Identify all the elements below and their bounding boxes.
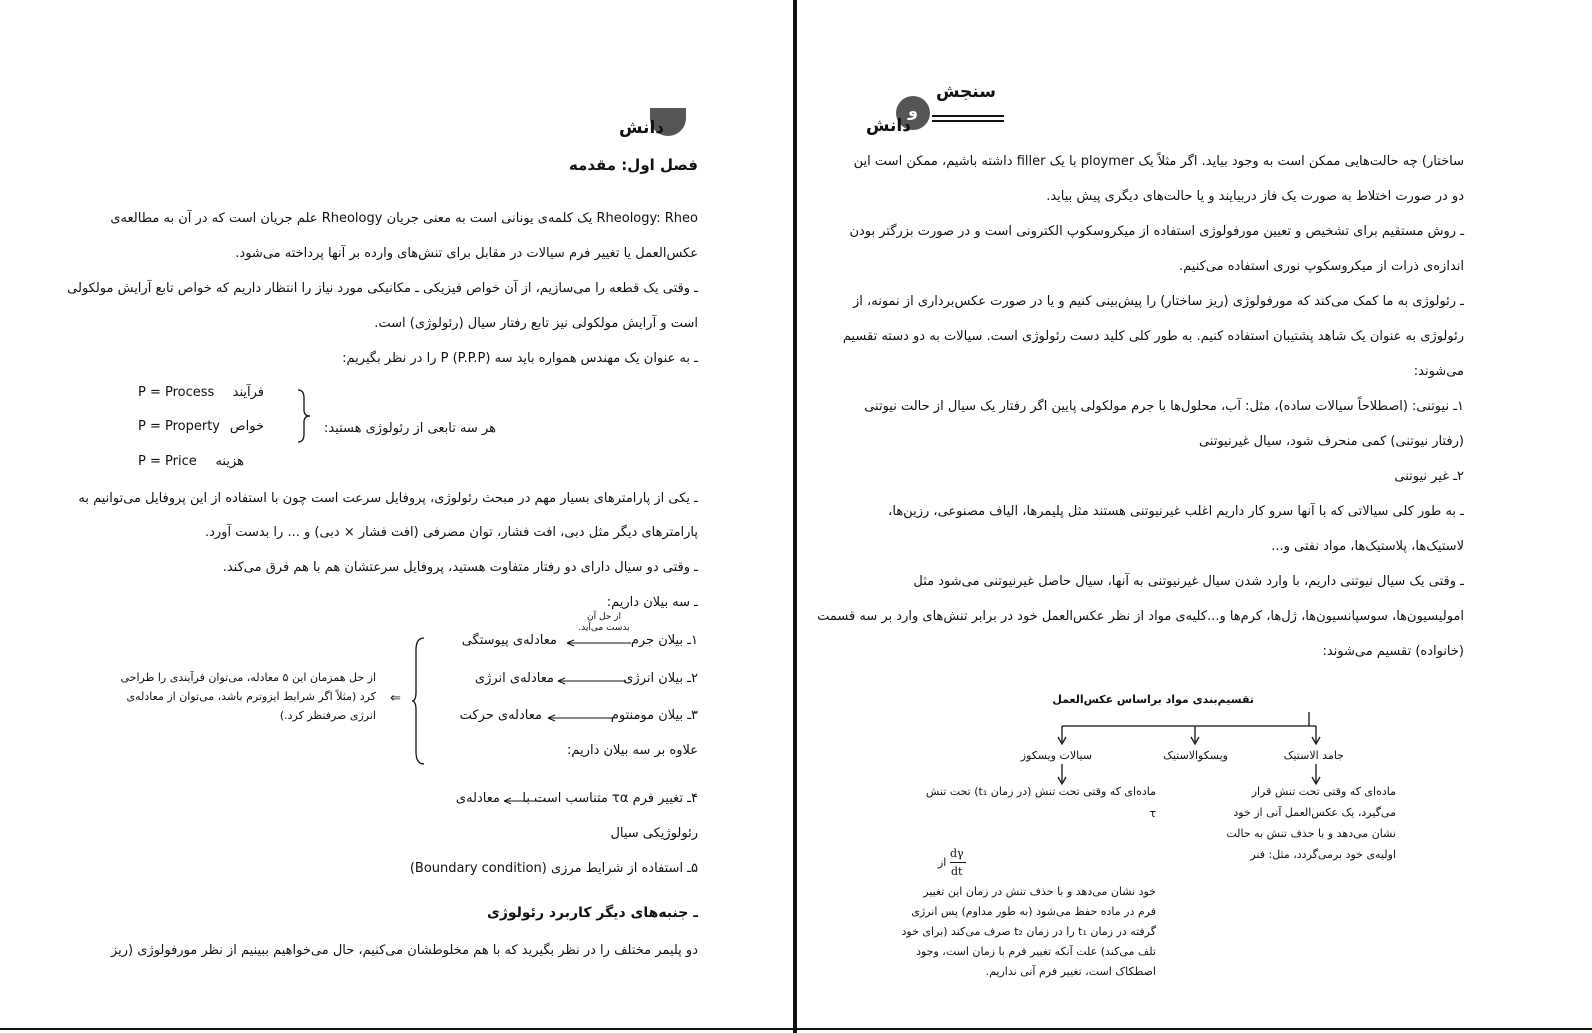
arrow-left-icon xyxy=(556,678,626,684)
solid-description: اولیه‌ی خود برمی‌گردد، مثل: فنر xyxy=(1250,848,1396,861)
ppp-process-fa: فرآیند xyxy=(232,385,264,400)
paragraph-line: دو در صورت اختلاط به صورت یک فاز دربیایند و یا حالت‌های دیگری پیش بیاید. xyxy=(1046,189,1464,204)
ppp-price-en: P = Price xyxy=(138,454,197,469)
logo-bottom: دانش xyxy=(866,116,911,136)
paragraph-line: پارامترهای دیگر مثل دبی، افت فشار، توان مصرفی (افت فشار × دبی) و ... را بدست آورد. xyxy=(204,525,698,540)
node-viscoelastic: ویسکوالاستیک xyxy=(1163,749,1228,762)
paragraph-line: ـ وقتی دو سیال دارای دو رفتار متفاوت هستید، پروفایل سرعتشان هم با هم فرق می‌کند. xyxy=(222,560,698,575)
paragraph-line: ساختار) چه حالت‌هایی ممکن است به وجود بیاید. اگر مثلاً یک ploymer با یک filler داشته باشیم، ممکن است این xyxy=(853,154,1464,169)
paragraph-line: ـ وقتی یک سیال نیوتنی داریم، با وارد شدن سیال غیرنیوتنی به آنها، سیال حاصل غیرنیوتنی می‌شود مثل xyxy=(913,574,1464,589)
page-divider xyxy=(793,0,797,1033)
solid-description: نشان می‌دهد و با حذف تنش به حالت xyxy=(1226,827,1396,840)
item-4-eq: معادله‌ی xyxy=(455,791,500,806)
arrow-left-icon xyxy=(502,798,546,804)
paragraph-line: است و آرایش مولکولی نیز تابع رفتار سیال (رئولوژی) است. xyxy=(374,316,698,331)
paragraph-line: ـ سه بیلان داریم: xyxy=(606,595,698,610)
page-bottom-rule xyxy=(0,1028,1592,1030)
brace-icon xyxy=(296,388,312,444)
fluid-description: گرفته در زمان t₁ را در زمان t₂ صرف می‌کند (برای خود xyxy=(901,925,1156,938)
rate-prefix: از xyxy=(938,856,947,869)
balance-momentum-eq: معادله‌ی حرکت xyxy=(459,708,542,723)
fluid-description: تلف می‌کند) علت آنکه تغییر فرم با زمان است، وجود xyxy=(916,945,1156,958)
diagram-connectors xyxy=(798,0,1592,1033)
diagram-title: تقسیم‌بندی مواد براساس عکس‌العمل xyxy=(1052,693,1254,706)
balance-mass-eq: معادله‌ی پیوستگی xyxy=(461,633,557,648)
side-note: از حل همزمان این ۵ معادله، می‌توان فرآیندی را طراحی xyxy=(120,671,376,684)
side-note: انرژی صرفنظر کرد.) xyxy=(279,709,376,722)
paragraph-line: رئولوژی به عنوان یک شاهد پشتیبان استفاده کنیم. به طور کلی کلید دست رئولوژی است. سیالات به دو دسته تقسیم xyxy=(842,329,1464,344)
paragraph-line: ۱ـ نیوتنی: (اصطلاحاً سیالات ساده)، مثل: آب، محلول‌ها با جرم مولکولی پایین اگر رفتار یک سیال از حالت نیوتنی xyxy=(864,399,1464,414)
paragraph-line: عکس‌العمل یا تغییر فرم سیالات در مقابل برای تنش‌های وارده بر آنها پرداخته می‌شود. xyxy=(235,246,698,261)
brace-icon xyxy=(412,636,426,766)
paragraph-line: ـ وقتی یک قطعه را می‌سازیم، از آن خواص فیزیکی ـ مکانیکی مورد نیاز را انتظار داریم که خواص تابع آرایش مولکولی xyxy=(67,281,698,296)
arrow-left-icon xyxy=(546,715,614,721)
paragraph-line: ـ روش مستقیم برای تشخیص و تعیین مورفولوژی استفاده از میکروسکوپ الکترونی است و در صورت بزرگتر بودن xyxy=(849,224,1464,239)
node-viscous-fluid: سیالات ویسکوز xyxy=(1020,749,1092,762)
fluid-description: فرم در ماده حفظ می‌شود (به طور مداوم) پس انرژی xyxy=(911,905,1156,918)
balance-energy-eq: معادله‌ی انرژی xyxy=(474,671,554,686)
paragraph-line: امولیسیون‌ها، سوسپانسیون‌ها، ژل‌ها، کرم‌ها و...کلیه‌ی مواد از نظر عکس‌العمل خود در برابر تنش‌های وارد بر سه قسمت xyxy=(817,609,1464,624)
ppp-price-fa: هزینه xyxy=(215,454,244,469)
chapter-title: فصل اول: مقدمه xyxy=(568,156,698,174)
ppp-property-en: P = Property xyxy=(138,419,221,434)
paragraph-line: لاستیک‌ها، پلاستیک‌ها، مواد نفتی و... xyxy=(1271,539,1464,554)
item-5: ۵ـ استفاده از شرایط مرزی (Boundary condition) xyxy=(409,861,698,876)
ppp-process-en: P = Process xyxy=(138,385,215,400)
item-4: ۴ـ تغییر فرم τα متناسب است با xyxy=(522,791,698,806)
paragraph-line: (رفتار نیوتنی) کمی منحرف شود، سیال غیرنیوتنی xyxy=(1198,434,1464,449)
ppp-note: هر سه تابعی از رئولوژی هستید: xyxy=(324,421,496,436)
paragraph-line: Rheology: Rheo یک کلمه‌ی یونانی است به معنی جریان Rheology علم جریان است که در آن به مطالعه‌ی xyxy=(110,211,698,226)
balance-energy: ۲ـ بیلان انرژی xyxy=(623,671,698,686)
paragraph-line: اندازه‌ی ذرات از میکروسکوپ نوری استفاده می‌کنیم. xyxy=(1178,259,1464,274)
fraction-bar xyxy=(950,862,966,863)
ppp-property-fa: خواص xyxy=(229,419,264,434)
left-page xyxy=(0,0,794,1033)
balance-momentum: ۳ـ بیلان مومنتوم xyxy=(610,708,698,723)
rate-numerator: dγ xyxy=(950,847,964,860)
solid-description: می‌گیرد، یک عکس‌العمل آنی از خود xyxy=(1233,806,1396,819)
logo-top: سنجش xyxy=(936,82,996,102)
side-note: کرد (مثلاً اگر شرایط ایزوترم باشد، می‌توان از معادله‌ی xyxy=(126,690,376,703)
item-4-rheo: رئولوژیکی سیال xyxy=(610,826,698,841)
paragraph-line: دو پلیمر مختلف را در نظر بگیرید که با هم مخلوطشان می‌کنیم، حال می‌خواهیم ببینیم از نظر مورفولوژی (ریز xyxy=(110,943,698,958)
paragraph-line: می‌شوند: xyxy=(1413,364,1464,379)
fluid-description: خود نشان می‌دهد و با حذف تنش در زمان این تغییر xyxy=(923,885,1156,898)
node-elastic-solid: جامد الاستیک xyxy=(1283,749,1344,762)
besides-text: علاوه بر سه بیلان داریم: xyxy=(567,743,698,758)
balance-mass: ۱ـ بیلان جرم xyxy=(630,633,698,648)
rate-denominator: dt xyxy=(951,865,963,878)
stress-symbol: τ xyxy=(1149,807,1156,820)
double-arrow-icon: ⇐ xyxy=(390,691,401,706)
fluid-description: ماده‌ای که وقتی تحت تنش (در زمان t₁) تحت تنش xyxy=(925,785,1156,798)
right-page xyxy=(798,0,1592,1033)
arrow-left-icon xyxy=(565,640,631,646)
paragraph-line: ـ رئولوژی به ما کمک می‌کند که مورفولوژی (ریز ساختار) را پیش‌بینی کنیم و یا در صورت عکس‌برداری از نمونه، از xyxy=(853,294,1464,309)
section-title: ـ جنبه‌های دیگر کاربرد رئولوژی xyxy=(486,905,698,921)
paragraph-line: ـ یکی از پارامترهای بسیار مهم در مبحث رئولوژی، پروفایل سرعت است چون با استفاده از این پروفایل می‌توانیم به xyxy=(78,491,698,506)
solid-description: ماده‌ای که وقتی تحت تنش قرار xyxy=(1251,785,1396,798)
paragraph-line: ۲ـ غیر نیوتنی xyxy=(1394,469,1464,484)
paragraph-line: ـ به عنوان یک مهندس همواره باید سه P (P.P.P) را در نظر بگیریم: xyxy=(342,351,698,366)
paragraph-line: (خانواده) تقسیم می‌شوند: xyxy=(1322,644,1464,659)
paragraph-line: ـ به طور کلی سیالاتی که با آنها سرو کار داریم اغلب غیرنیوتنی هستند مثل پلیمرها، الیاف مصنوعی، رزین‌ها، xyxy=(888,504,1464,519)
logo-text: دانش xyxy=(619,118,664,138)
logo-mid: و xyxy=(908,101,918,120)
fluid-description: اصطکاک است، تغییر فرم آنی نداریم. xyxy=(985,965,1156,978)
balance-note: از حل آن بدست می‌آید. xyxy=(578,612,630,633)
